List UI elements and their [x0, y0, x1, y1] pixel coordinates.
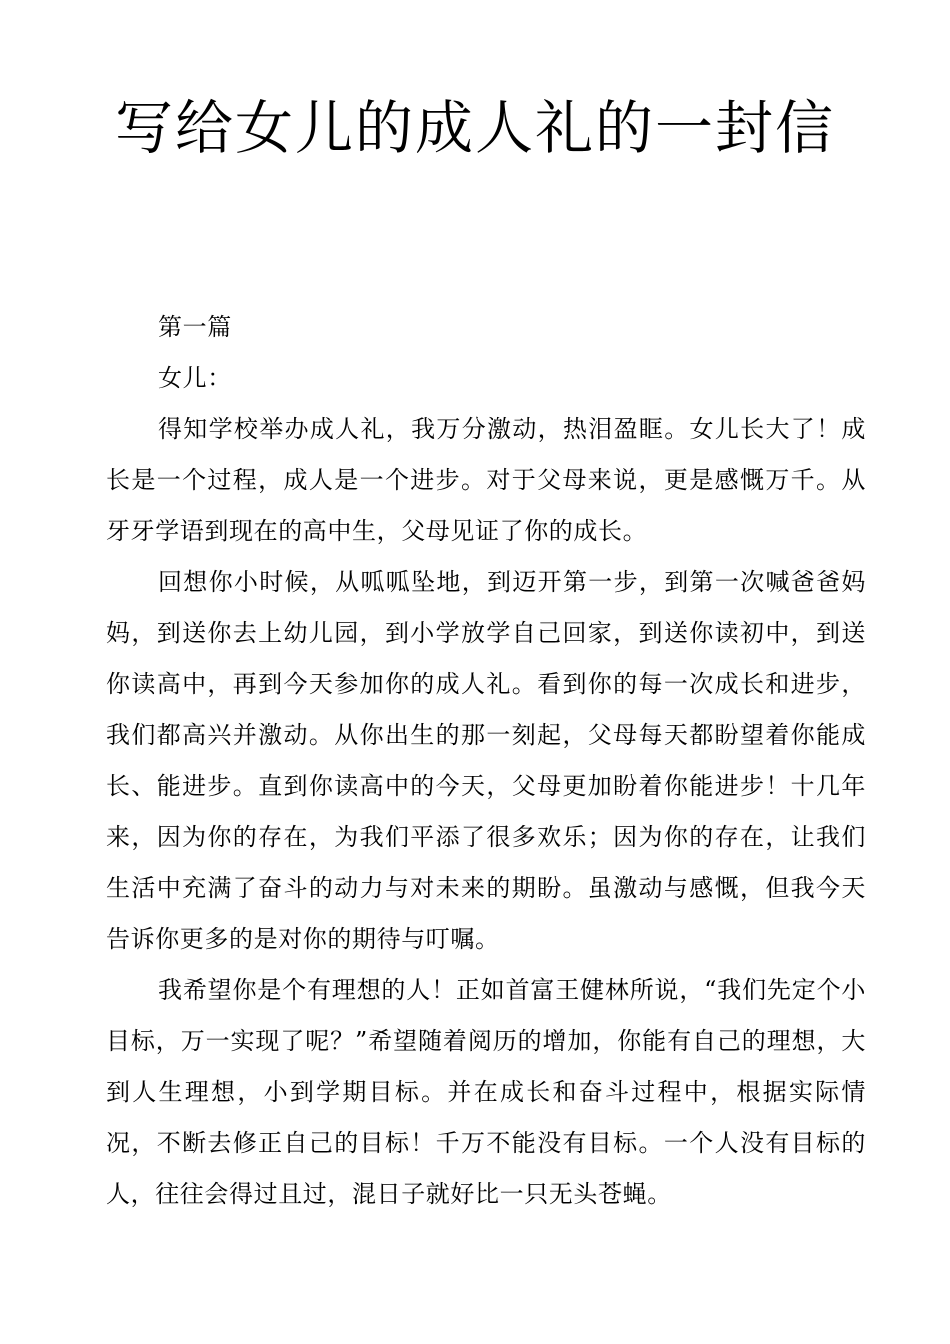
section-label: 第一篇: [158, 313, 232, 341]
document-title: 写给女儿的成人礼的一封信: [114, 94, 835, 162]
paragraph-2: 回想你小时候，从呱呱坠地，到迈开第一步，到第一次喊爸爸妈妈，到送你去上幼儿园，到小学放学自己回家，到送你读初中，到送你读高中，再到今天参加你的成人礼。看到你的每一次成长和进步，我们都高兴并激动。从你出生的那一刻起，父母每天都盼望着你能成长、能进步。直到你读高中的今天，父母更加盼着你能进步！十几年来，因为你的存在，为我们平添了很多欢乐；因为你的存在，让我们生活中充满了奋斗的动力与对未来的期盼。虽激动与感慨，但我今天告诉你更多的是对你的期待与叮嘱。: [106, 568, 866, 953]
salutation: 女儿：: [158, 364, 232, 392]
paragraph-3: 我希望你是个有理想的人！正如首富王健林所说，“我们先定个小目标，万一实现了呢？”希望随着阅历的增加，你能有自己的理想，大到人生理想，小到学期目标。并在成长和奋斗过程中，根据实际情况，不断去修正自己的目标！千万不能没有目标。一个人没有目标的人，往往会得过且过，混日子就好比一只无头苍蝇。: [106, 976, 866, 1208]
paragraph-1: 得知学校举办成人礼，我万分激动，热泪盈眶。女儿长大了！成长是一个过程，成人是一个进步。对于父母来说，更是感慨万千。从牙牙学语到现在的高中生，父母见证了你的成长。: [106, 415, 866, 545]
letter-body: [106, 302, 866, 1220]
